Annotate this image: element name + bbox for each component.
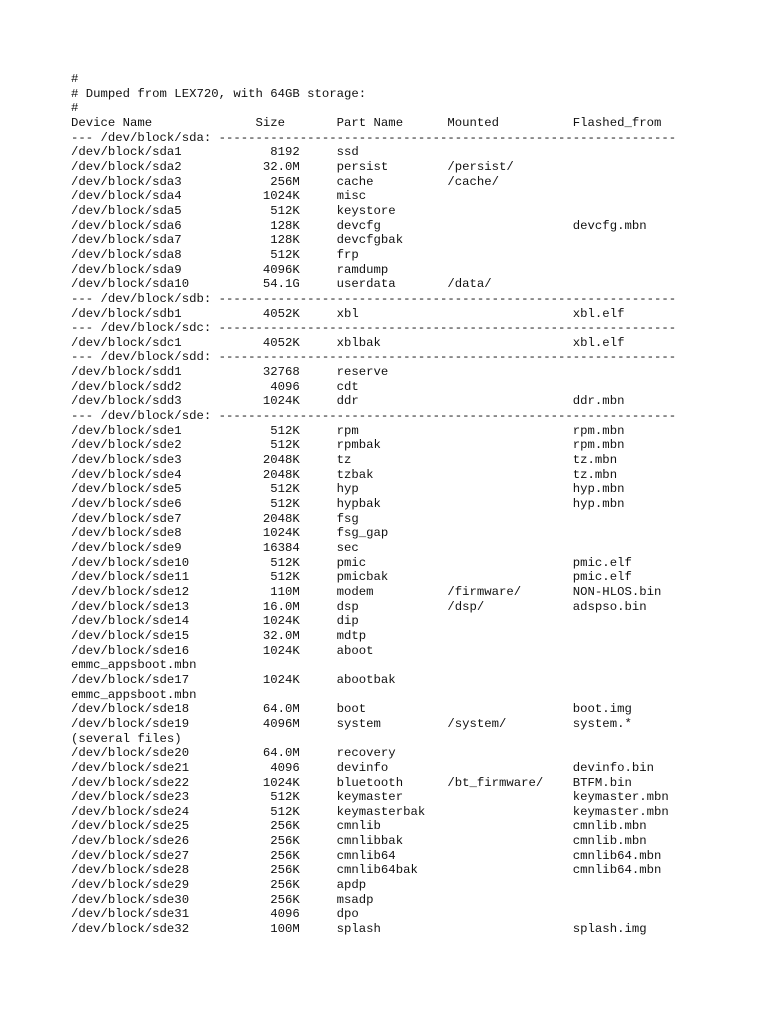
partition-dump-text	[71, 72, 676, 937]
partition-row: /dev/block/sde6 512K hypbak hyp.mbn	[71, 497, 625, 512]
partition-row: /dev/block/sde28 256K cmnlib64bak cmnlib64.mbn	[71, 863, 662, 878]
partition-row: /dev/block/sdb1 4052K xbl xbl.elf	[71, 306, 625, 321]
partition-row: /dev/block/sda3 256M cache /cache/	[71, 174, 500, 189]
partition-row: /dev/block/sdd3 1024K ddr ddr.mbn	[71, 394, 625, 409]
partition-row: /dev/block/sde1 512K rpm rpm.mbn	[71, 423, 625, 438]
partition-row: /dev/block/sda10 54.1G userdata /data/	[71, 277, 492, 292]
partition-row: /dev/block/sde11 512K pmicbak pmic.elf	[71, 570, 632, 585]
partition-row: /dev/block/sde18 64.0M boot boot.img	[71, 702, 632, 717]
partition-row: /dev/block/sdd2 4096 cdt	[71, 379, 359, 394]
partition-row: /dev/block/sde14 1024K dip	[71, 614, 359, 629]
section-header-line: --- /dev/block/sdd: --------------------------------------------------------------	[71, 350, 677, 365]
section-header-line: --- /dev/block/sde: --------------------------------------------------------------	[71, 409, 677, 424]
partition-row: /dev/block/sda7 128K devcfgbak	[71, 233, 404, 248]
partition-row: /dev/block/sde10 512K pmic pmic.elf	[71, 555, 632, 570]
partition-row: /dev/block/sde24 512K keymasterbak keymaster.mbn	[71, 804, 669, 819]
partition-row: /dev/block/sde25 256K cmnlib cmnlib.mbn	[71, 819, 647, 834]
partition-row: /dev/block/sde3 2048K tz tz.mbn	[71, 453, 618, 468]
partition-row: /dev/block/sde9 16384 sec	[71, 541, 359, 555]
partition-row: /dev/block/sde20 64.0M recovery	[71, 746, 396, 761]
partition-row: /dev/block/sde12 110M modem /firmware/ NON-HLOS.bin	[71, 584, 662, 599]
partition-row: /dev/block/sde26 256K cmnlibbak cmnlib.mbn	[71, 834, 647, 849]
partition-row: /dev/block/sde5 512K hyp hyp.mbn	[71, 482, 625, 497]
partition-row: /dev/block/sda6 128K devcfg devcfg.mbn	[71, 218, 647, 233]
partition-row: /dev/block/sde7 2048K fsg	[71, 511, 359, 526]
section-header-line: --- /dev/block/sda: --------------------------------------------------------------	[71, 130, 677, 145]
partition-row: /dev/block/sde22 1024K bluetooth /bt_firmware/ BTFM.bin	[71, 775, 632, 790]
continuation-line: (several files)	[71, 731, 182, 746]
section-header-line: --- /dev/block/sdc: --------------------------------------------------------------	[71, 321, 677, 336]
partition-row: /dev/block/sde21 4096 devinfo devinfo.bin	[71, 760, 654, 775]
partition-row: /dev/block/sda1 8192 ssd	[71, 145, 359, 160]
partition-row: /dev/block/sda8 512K frp	[71, 247, 359, 262]
partition-row: /dev/block/sda9 4096K ramdump	[71, 262, 389, 277]
partition-row: /dev/block/sda4 1024K misc	[71, 189, 367, 204]
partition-row: /dev/block/sde19 4096M system /system/ system.*	[71, 716, 632, 731]
partition-row: /dev/block/sde15 32.0M mdtp	[71, 628, 367, 643]
partition-row: /dev/block/sde30 256K msadp	[71, 892, 374, 907]
continuation-line: emmc_appsboot.mbn	[71, 658, 197, 673]
partition-row: /dev/block/sde32 100M splash splash.img	[71, 922, 647, 937]
partition-row: /dev/block/sde29 256K apdp	[71, 878, 367, 893]
partition-row: /dev/block/sde4 2048K tzbak tz.mbn	[71, 467, 618, 482]
comment-line: #	[71, 101, 79, 116]
partition-row: /dev/block/sde23 512K keymaster keymaster.mbn	[71, 790, 669, 805]
partition-row: /dev/block/sdc1 4052K xblbak xbl.elf	[71, 335, 625, 350]
partition-row: /dev/block/sde31 4096 dpo	[71, 907, 359, 922]
comment-line: #	[71, 72, 79, 86]
partition-row: /dev/block/sda5 512K keystore	[71, 203, 396, 218]
partition-row: /dev/block/sde8 1024K fsg_gap	[71, 526, 389, 541]
partition-row: /dev/block/sde17 1024K abootbak	[71, 672, 396, 687]
partition-row: /dev/block/sdd1 32768 reserve	[71, 365, 389, 380]
partition-row: /dev/block/sde27 256K cmnlib64 cmnlib64.mbn	[71, 848, 662, 863]
column-header-line: Device Name Size Part Name Mounted Flashed_from	[71, 115, 662, 130]
partition-row: /dev/block/sda2 32.0M persist /persist/	[71, 159, 514, 174]
partition-row: /dev/block/sde2 512K rpmbak rpm.mbn	[71, 438, 625, 453]
partition-row: /dev/block/sde16 1024K aboot	[71, 643, 374, 658]
partition-row: /dev/block/sde13 16.0M dsp /dsp/ adspso.bin	[71, 599, 647, 614]
comment-line: # Dumped from LEX720, with 64GB storage:	[71, 86, 367, 101]
section-header-line: --- /dev/block/sdb: --------------------------------------------------------------	[71, 291, 677, 306]
continuation-line: emmc_appsboot.mbn	[71, 687, 197, 702]
